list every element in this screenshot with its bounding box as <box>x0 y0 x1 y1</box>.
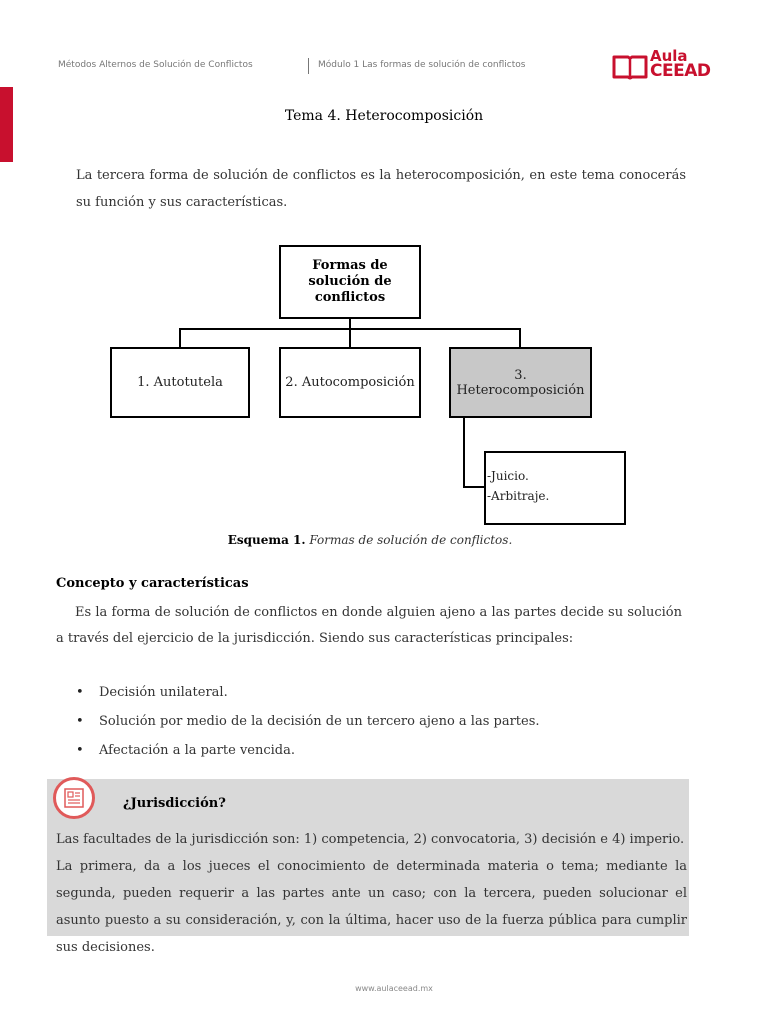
footer-url: www.aulaceead.mx <box>355 984 433 993</box>
header-divider <box>308 58 309 74</box>
diagram-root-box: Formas de solución de conflictos <box>279 245 421 319</box>
page-title: Tema 4. Heterocomposición <box>284 108 484 124</box>
callout-line-2: La primera, da a los jueces el conocimiento de determinada materia o tema; mediante la segunda, pueden requerir a las partes ante un caso; con la tercera, pueden solucionar el asunto puesto a su consideración, y, con la última, hacer uso de la fuerza pública para cumplir sus decisiones. <box>56 859 687 955</box>
header-module-title: Módulo 1 Las formas de solución de conflictos <box>318 60 526 70</box>
section-heading: Concepto y características <box>56 576 249 591</box>
list-item: • Afectación a la parte vencida. <box>76 738 540 767</box>
document-icon <box>53 777 95 819</box>
logo-text-aula: Aula <box>650 47 688 65</box>
diagram-box-autotutela: 1. Autotutela <box>110 347 250 418</box>
diagram-box-autocomposicion: 2. Autocomposición <box>279 347 421 418</box>
side-accent-bar <box>0 87 13 162</box>
aula-ceead-logo <box>612 47 712 82</box>
diagram-box-heterocomposicion: 3. Heterocomposición <box>449 347 592 418</box>
header-course-title: Métodos Alternos de Solución de Conflictos <box>58 60 253 70</box>
callout-title: ¿Jurisdicción? <box>123 796 226 811</box>
diagram-sub-box <box>484 451 626 525</box>
sub-item-juicio: -Juicio. <box>487 469 529 483</box>
open-book-icon <box>612 53 648 81</box>
list-item: • Decisión unilateral. <box>76 680 540 709</box>
caption-label: Esquema 1. <box>227 533 306 547</box>
section-paragraph: Es la forma de solución de conflictos en donde alguien ajeno a las partes decide su solución a través del ejercicio de la jurisdicción. Siendo sus características principales: <box>56 605 682 646</box>
list-item: • Solución por medio de la decisión de un tercero ajeno a las partes. <box>76 709 540 738</box>
caption-text: Formas de solución de conflictos. <box>309 533 513 547</box>
diagram-caption <box>0 533 740 547</box>
sub-item-arbitraje: -Arbitraje. <box>487 489 550 503</box>
logo-text-ceead: CEEAD <box>650 61 711 81</box>
callout-line-1: Las facultades de la jurisdicción son: 1) competencia, 2) convocatoria, 3) decisión e 4) imperio. <box>56 832 685 847</box>
characteristics-list <box>76 680 540 767</box>
callout-text <box>56 826 687 961</box>
intro-paragraph: La tercera forma de solución de conflictos es la heterocomposición, en este tema conocerás su función y sus características. <box>76 168 686 210</box>
